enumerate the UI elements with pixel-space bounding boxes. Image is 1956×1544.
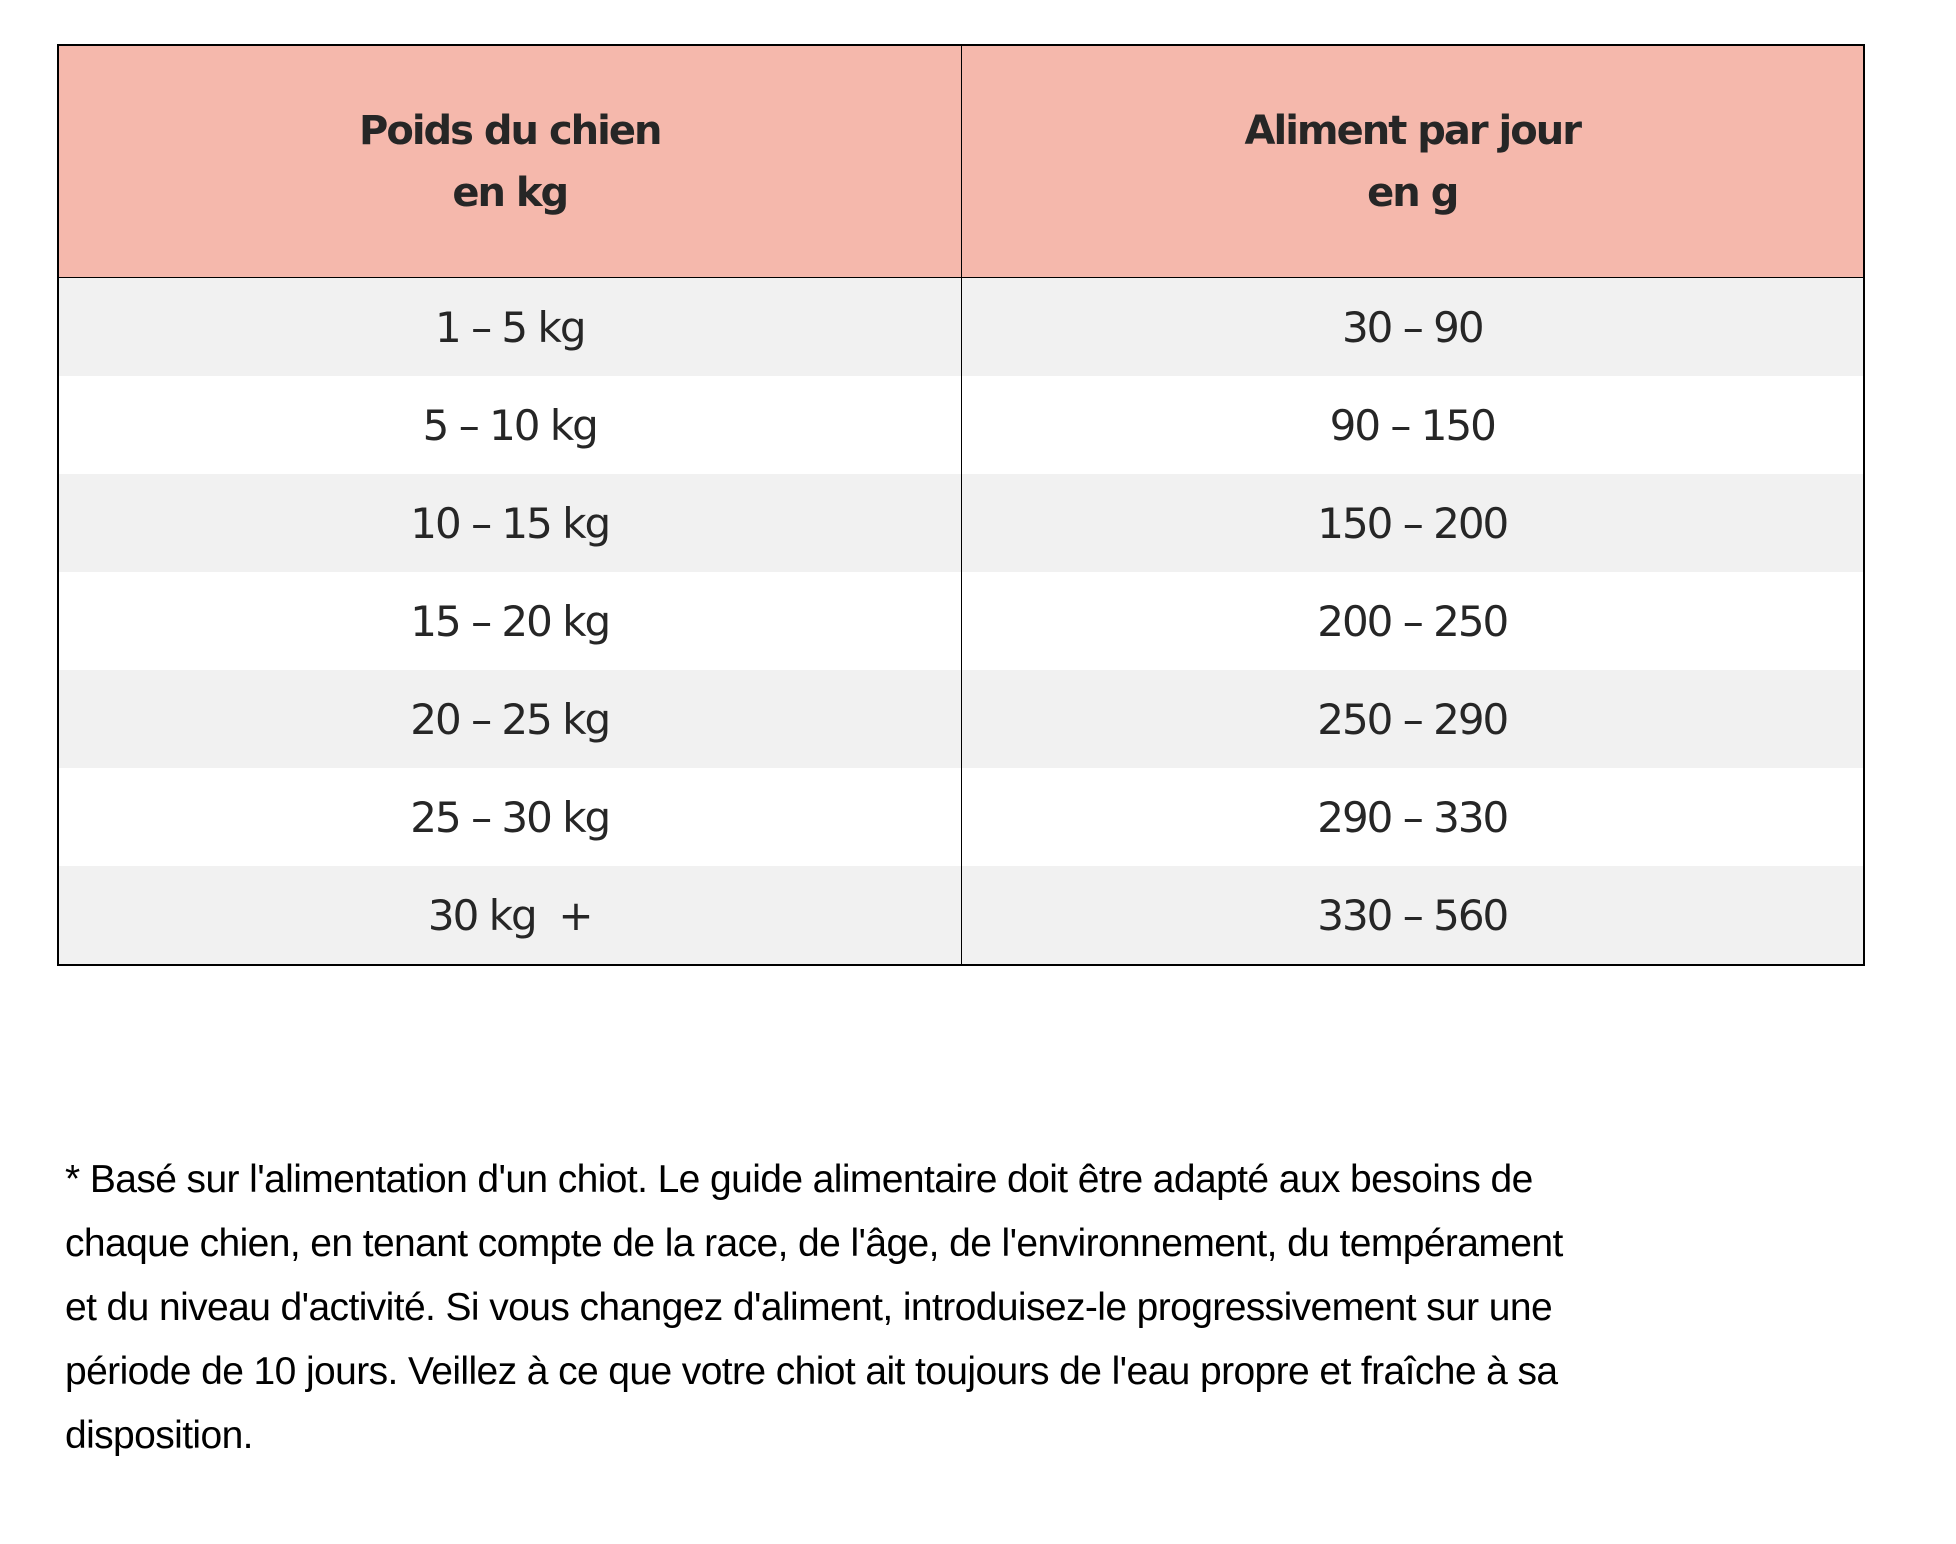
food-cell: 330 – 560	[961, 866, 1864, 965]
table-row	[58, 670, 1864, 768]
table-row	[58, 768, 1864, 866]
table-row	[58, 474, 1864, 572]
food-cell: 250 – 290	[961, 670, 1864, 768]
weight-cell: 1 – 5 kg	[58, 278, 961, 377]
weight-cell: 20 – 25 kg	[58, 670, 961, 768]
table-header-row	[58, 45, 1864, 278]
table-row	[58, 572, 1864, 670]
food-cell: 30 – 90	[961, 278, 1864, 377]
header-food-per-day-line1: Aliment par jour	[1244, 107, 1580, 154]
header-dog-weight-line1: Poids du chien	[359, 107, 661, 154]
table-row	[58, 278, 1864, 377]
food-cell: 90 – 150	[961, 376, 1864, 474]
weight-cell: 10 – 15 kg	[58, 474, 961, 572]
feeding-guide-table	[57, 44, 1865, 966]
header-dog-weight-line2: en kg	[452, 169, 568, 216]
footnote-line: chaque chien, en tenant compte de la race, de l'âge, de l'environnement, du tempérament	[65, 1222, 1563, 1265]
food-cell: 290 – 330	[961, 768, 1864, 866]
footnote	[65, 1148, 1905, 1468]
weight-cell: 30 kg +	[58, 866, 961, 965]
footnote-line: et du niveau d'activité. Si vous changez d'aliment, introduisez-le progressivement sur une	[65, 1286, 1553, 1329]
weight-cell: 25 – 30 kg	[58, 768, 961, 866]
weight-cell: 5 – 10 kg	[58, 376, 961, 474]
table-row	[58, 866, 1864, 965]
food-cell: 150 – 200	[961, 474, 1864, 572]
footnote-line: période de 10 jours. Veillez à ce que votre chiot ait toujours de l'eau propre et fraîche à sa	[65, 1350, 1558, 1393]
food-cell: 200 – 250	[961, 572, 1864, 670]
footnote-line: * Basé sur l'alimentation d'un chiot. Le guide alimentaire doit être adapté aux besoins de	[65, 1158, 1533, 1201]
header-dog-weight	[58, 45, 961, 278]
header-food-per-day	[961, 45, 1864, 278]
table-row	[58, 376, 1864, 474]
footnote-line: disposition.	[65, 1414, 253, 1457]
header-food-per-day-line2: en g	[1367, 169, 1458, 216]
weight-cell: 15 – 20 kg	[58, 572, 961, 670]
